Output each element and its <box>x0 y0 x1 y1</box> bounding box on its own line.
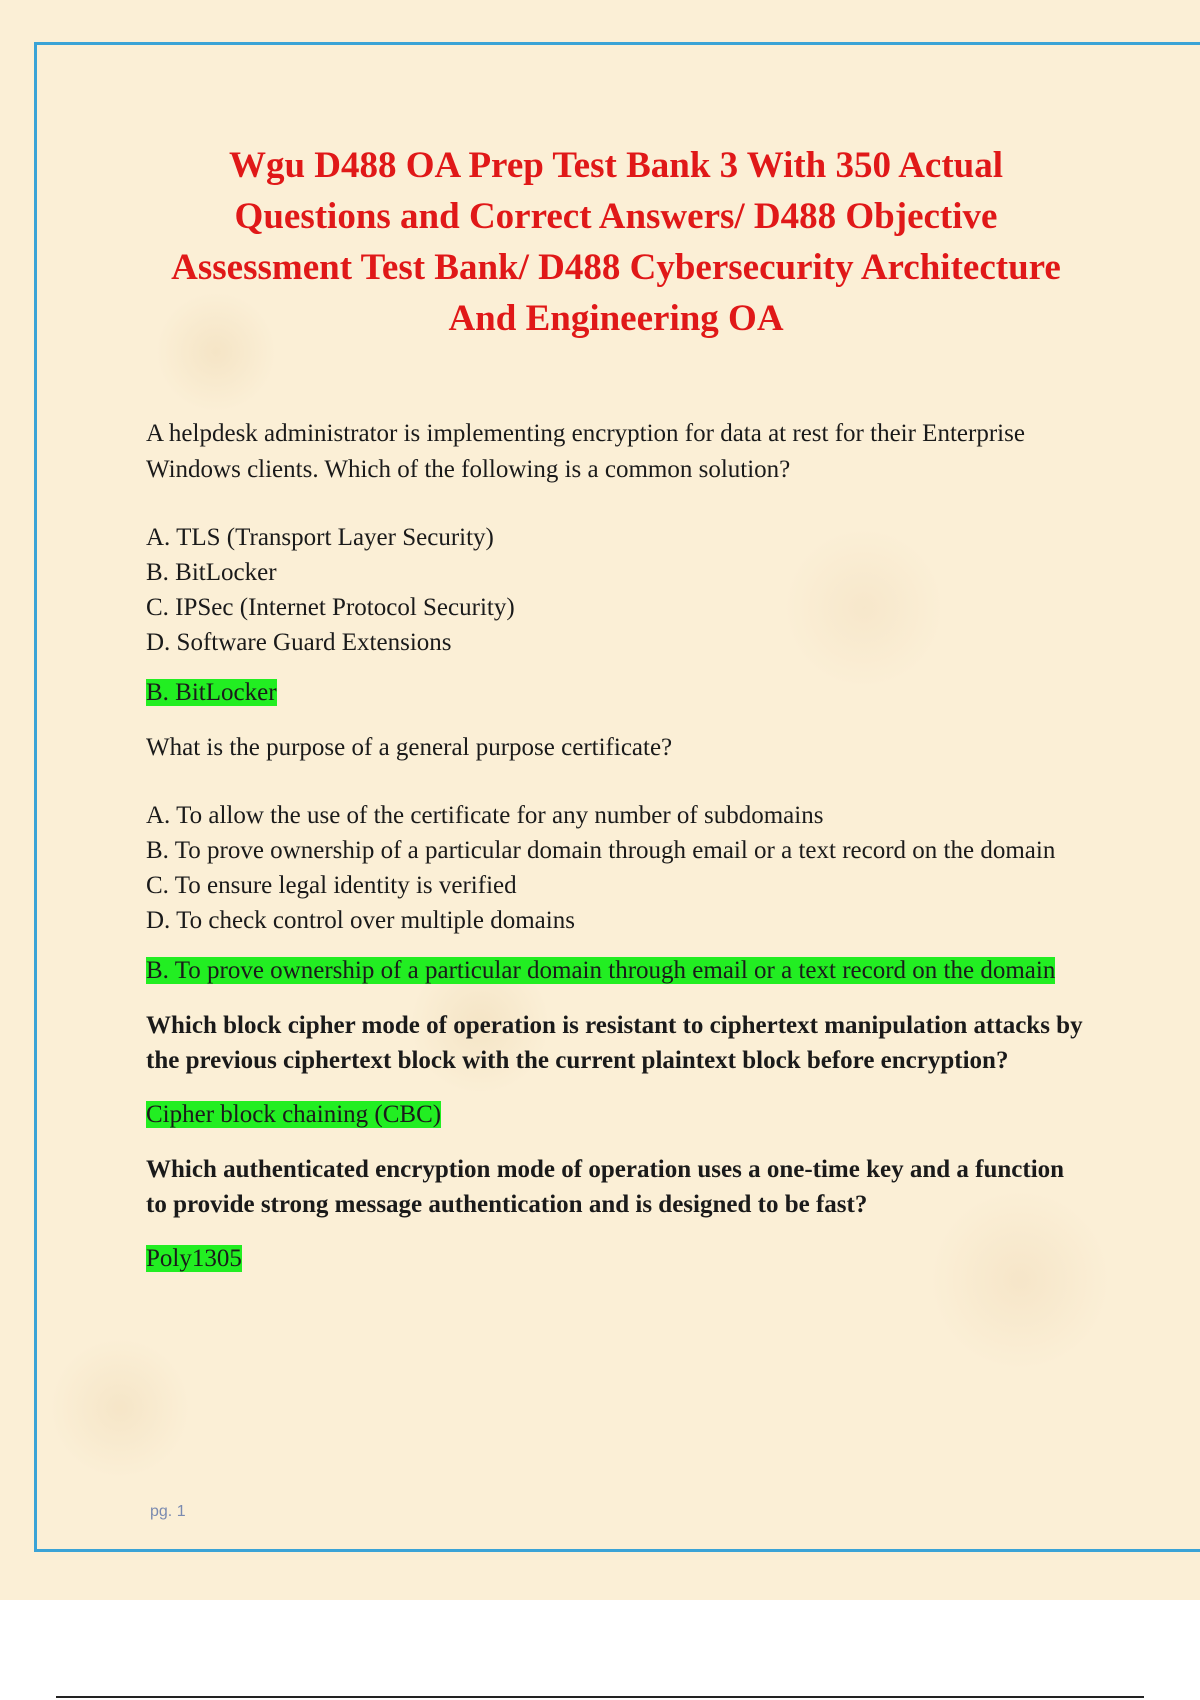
page-separator-line <box>56 1696 1144 1698</box>
question-block-4 <box>146 1152 1086 1276</box>
question-block-3 <box>146 1008 1086 1132</box>
question-2-text: What is the purpose of a general purpose certificate? <box>146 734 673 761</box>
question-2-option-b: B. To prove ownership of a particular domain through email or a text record on the domain <box>146 837 1056 864</box>
question-1-option-d: D. Software Guard Extensions <box>146 629 452 656</box>
question-1-options <box>146 520 1086 660</box>
question-4-text: Which authenticated encryption mode of operation uses a one-time key and a function to provide strong message authentication and is designed to be fast? <box>146 1156 1065 1218</box>
question-1-option-b: B. BitLocker <box>146 559 277 586</box>
question-2-answer <box>146 954 1086 988</box>
question-2-option-c: C. To ensure legal identity is verified <box>146 872 517 899</box>
question-1-answer-highlight: B. BitLocker <box>146 679 277 706</box>
question-4-answer-highlight: Poly1305 <box>146 1245 242 1272</box>
question-2-option-a: A. To allow the use of the certificate for any number of subdomains <box>146 802 824 829</box>
question-4-answer <box>146 1242 1086 1276</box>
document-title: Wgu D488 OA Prep Test Bank 3 With 350 Actual Questions and Correct Answers/ D488 Objective Assessment Test Bank/ D488 Cybersecurity Architecture And Engineering OA <box>171 145 1061 339</box>
question-2-answer-highlight: B. To prove ownership of a particular domain through email or a text record on the domain <box>146 957 1056 984</box>
question-2-option-d: D. To check control over multiple domains <box>146 907 575 934</box>
question-block-1 <box>146 416 1086 710</box>
question-1-option-c: C. IPSec (Internet Protocol Security) <box>146 594 515 621</box>
question-1-option-a: A. TLS (Transport Layer Security) <box>146 524 494 551</box>
question-3-answer <box>146 1098 1086 1132</box>
question-1-answer <box>146 676 1086 710</box>
question-1-text: A helpdesk administrator is implementing encryption for data at rest for their Enterprise Windows clients. Which of the following is a common solution? <box>146 420 1025 483</box>
question-block-2 <box>146 730 1086 988</box>
question-2-options <box>146 798 1086 938</box>
question-3-text: Which block cipher mode of operation is resistant to ciphertext manipulation attacks by the previous ciphertext block with the current plaintext block before encryption? <box>146 1012 1083 1074</box>
page-number: pg. 1 <box>150 1503 186 1520</box>
question-3-answer-highlight: Cipher block chaining (CBC) <box>146 1101 442 1128</box>
page-content <box>146 140 1086 1296</box>
